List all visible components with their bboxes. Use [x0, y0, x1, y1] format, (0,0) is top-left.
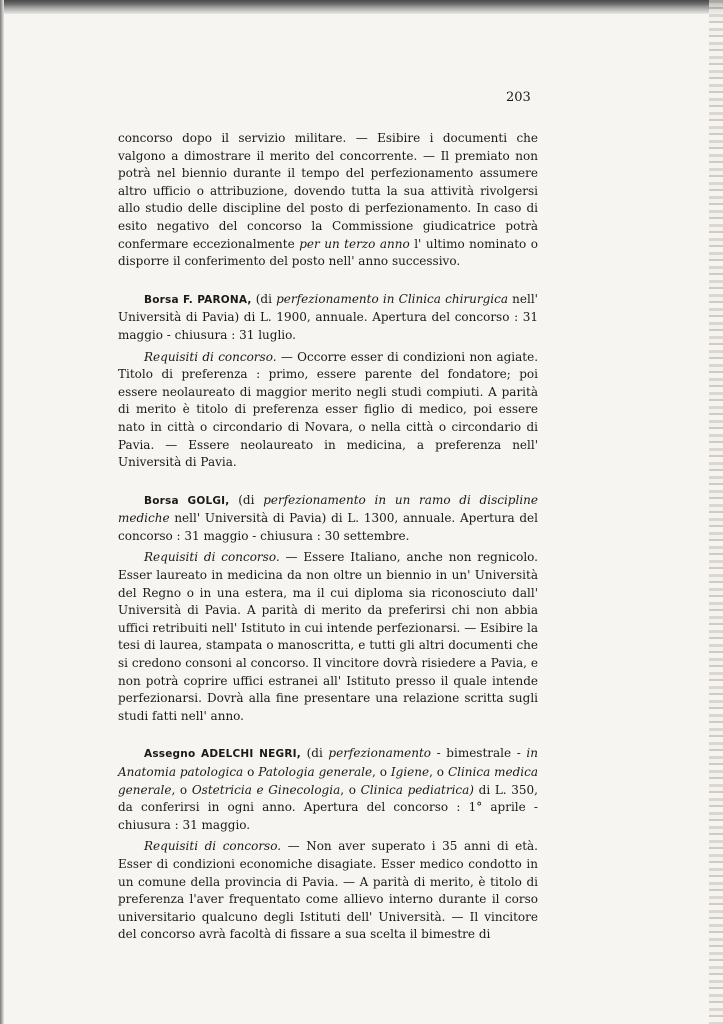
golgi-requirements: Requisiti di concorso. — Essere Italiano, anche non regnicolo. Esser laureato in medicina da non oltre un biennio in un' Università del Regno o in una estera, ma il cui diploma sia riconosciuto dall' Università di Pavia. A parità di merito da preferirsi chi non abbia uffici retribuiti nell' Istituto in cui intende perfezionarsi. — Esibire la tesi di laurea, stampata o manoscritta, e tutti gli altri documenti che si credono consoni al concorso. Il vincitore dovrà risiedere a Pavia, e non potrà coprire uffici estranei all' Istituto presso il quale intende perfezionarsi. Dovrà alla fine presentare una relazione scritta sugli studi fatti nell' anno. — [118, 550, 538, 723]
parona-heading-paragraph: Borsa F. PARONA, (di perfezionamento in Clinica chirurgica nell' Università di Pavia) di L. 1900, annuale. Apertura del concorso : 31 maggio - chiusura : 31 luglio. — [118, 291, 538, 342]
scan-top-edge — [0, 0, 723, 14]
page-number: 203 — [506, 90, 531, 105]
intro-paragraph: concorso dopo il servizio militare. — Esibire i documenti che valgono a dimostrare il merito del concorrente. — Il premiato non potrà nel biennio durante il tempo del perfezionamento assumere altro ufficio o attribuzione, dovendo tutta la sua attività rivolgersi allo studio delle discipline del posto di perfezionamento. In caso di esito negativo del concorso la Commissione giudicatrice potrà confermare eccezionalmente per un terzo anno l' ultimo nominato o disporre il conferimento del posto nell' anno successivo. — [118, 131, 538, 269]
scan-right-edge — [709, 0, 723, 1024]
negri-requirements: Requisiti di concorso. — Non aver superato i 35 anni di età. Esser di condizioni economiche disagiate. Esser medico condotto in un comune della provincia di Pavia. — A parità di merito, è titolo di preferenza l'aver frequentato come allievo interno durante il corso universitario qualcuno degli Istituti dell' Università. — Il vincitore del concorso avrà facoltà di fissare a sua scelta il bimestre di — [118, 839, 538, 942]
golgi-heading-paragraph: Borsa GOLGI, (di perfezionamento in un ramo di discipline mediche nell' Università di Pavia) di L. 1300, annuale. Apertura del concorso : 31 maggio - chiusura : 30 settembre. — [118, 492, 538, 543]
negri-heading: Assegno ADELCHI NEGRI, — [144, 748, 301, 761]
body-text — [118, 130, 538, 944]
parona-heading: Borsa F. PARONA, — [144, 293, 252, 306]
scan-left-edge — [0, 0, 4, 1024]
negri-heading-paragraph: Assegno ADELCHI NEGRI, (di perfezionamento - bimestrale - in Anatomia patologica o Patologia generale, o Igiene, o Clinica medica generale, o Ostetricia e Ginecologia, o Clinica pediatrica) di L. 350, da conferirsi in ogni anno. Apertura del concorso : 1° aprile - chiusura : 31 maggio. — [118, 746, 539, 832]
parona-requirements: Requisiti di concorso. — Occorre esser di condizioni non agiate. Titolo di preferenza : primo, essere parente del fondatore; poi essere neolaureato di maggior merito negli studi compiuti. A parità di merito è titolo di preferenza esser figlio di medico, poi essere nato in città o circondario di Novara, o nella città o circondario di Pavia. — Essere neolaureato in medicina, a preferenza nell' Università di Pavia. — [118, 349, 539, 470]
golgi-heading: Borsa GOLGI, — [144, 494, 230, 507]
